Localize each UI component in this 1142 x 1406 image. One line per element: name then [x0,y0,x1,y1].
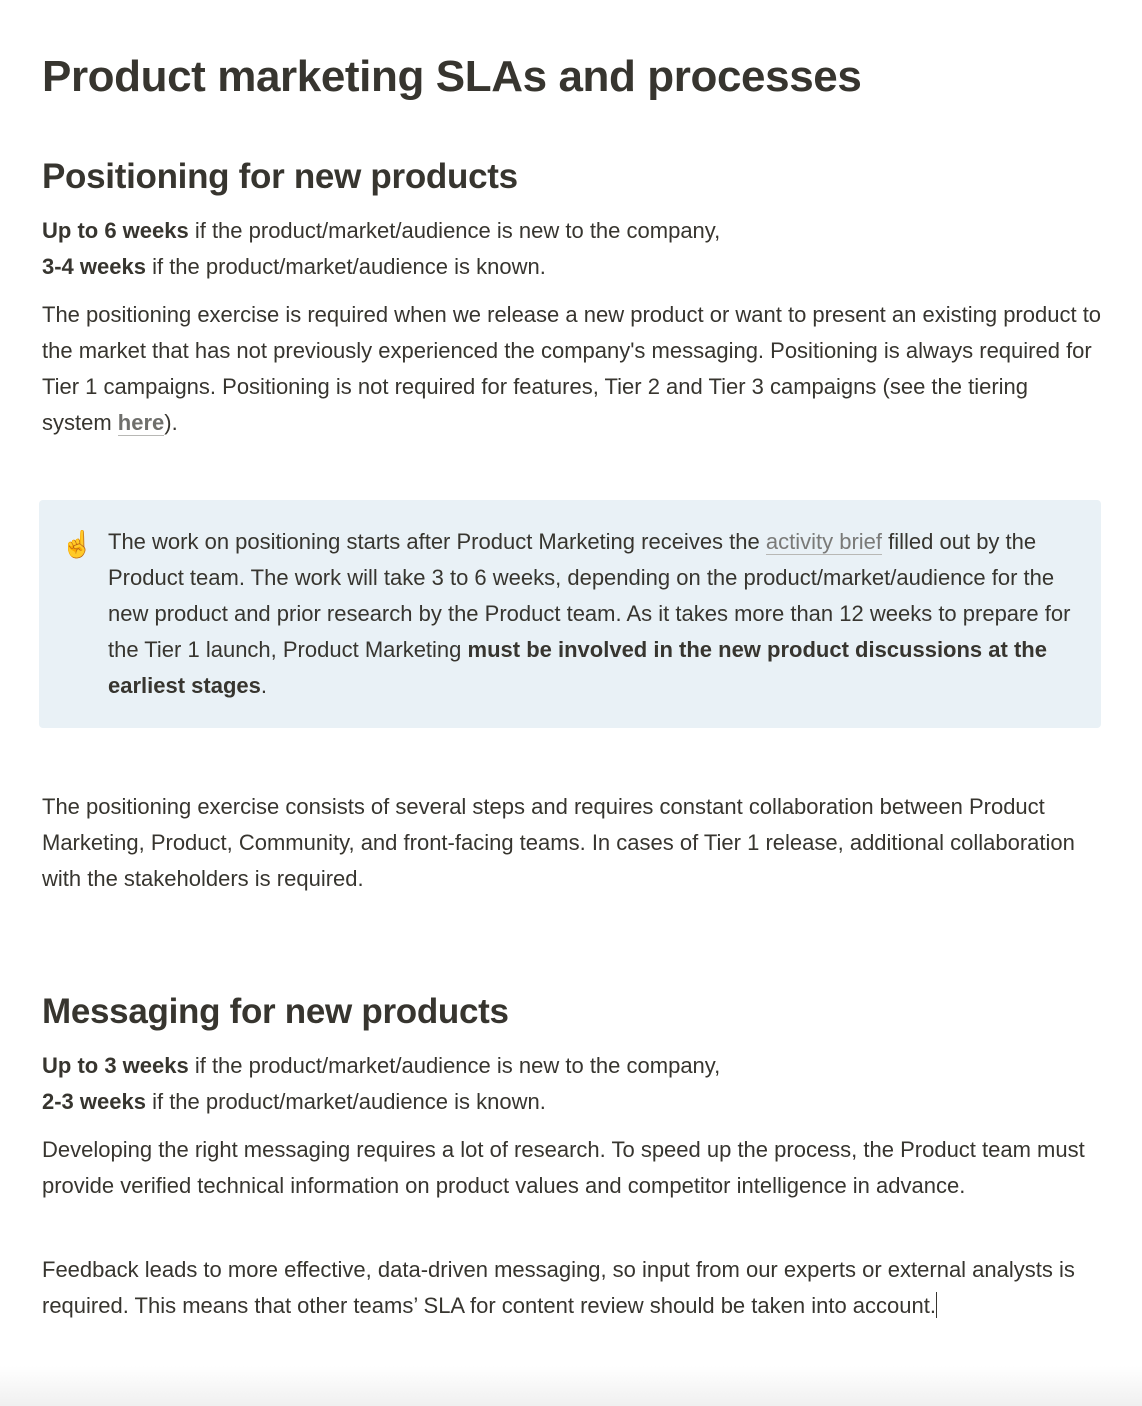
messaging-sla-known-bold: 2-3 weeks [42,1089,146,1114]
page-title[interactable]: Product marketing SLAs and processes [42,52,862,101]
callout-text-start: The work on positioning starts after Product Marketing receives the [108,529,766,554]
messaging-sla-new-text: if the product/market/audience is new to the company, [188,1053,721,1078]
tiering-system-link[interactable]: here [117,410,165,435]
activity-brief-link[interactable]: activity brief [765,529,883,554]
bottom-fade [0,1366,1142,1406]
callout-text-mid: filled out by the Product team. The work will take 3 to 6 weeks, depending on the product/market/audience for the new product and prior research by the Product team. As it takes more than 12 weeks to prepare for the Tier 1 launch, Product Marketing [108,529,1071,662]
messaging-paragraph-2[interactable] [42,1252,1102,1324]
positioning-paragraph-1-text: The positioning exercise is required when we release a new product or want to present an existing product to the market that has not previously experienced the company's messaging. Positioning is always required for Tier 1 campaigns. Positioning is not required for features, Tier 2 and Tier 3 campaigns (see the tiering system [42,302,1102,435]
messaging-sla[interactable] [42,1048,1102,1120]
callout-text[interactable] [108,524,1078,704]
positioning-paragraph-1[interactable] [42,297,1102,441]
text-cursor [936,1292,937,1318]
messaging-heading[interactable]: Messaging for new products [42,992,509,1031]
positioning-sla-new-text: if the product/market/audience is new to the company, [188,218,721,243]
messaging-sla-known-text: if the product/market/audience is known. [145,1089,546,1114]
callout-text-bold: must be involved in the new product discussions at the earliest stages [108,637,1047,698]
positioning-sla-known-bold: 3-4 weeks [42,254,146,279]
positioning-paragraph-1-end: ). [164,410,178,435]
positioning-heading[interactable]: Positioning for new products [42,157,518,196]
messaging-paragraph-1[interactable]: Developing the right messaging requires a lot of research. To speed up the process, the Product team must provide verified technical information on product values and competitor intelligence in advance. [42,1137,1085,1198]
pointing-up-hand-icon: ☝️ [61,529,94,559]
positioning-sla-new-bold: Up to 6 weeks [42,218,189,243]
positioning-sla[interactable] [42,213,1102,285]
callout-text-end: . [260,673,267,698]
messaging-paragraph-2-text: Feedback leads to more effective, data-driven messaging, so input from our experts or external analysts is required. This means that other teams’ SLA for content review should be taken into account. [42,1257,1075,1318]
positioning-sla-known-text: if the product/market/audience is known. [145,254,546,279]
positioning-paragraph-2[interactable]: The positioning exercise consists of several steps and requires constant collaboration between Product Marketing, Product, Community, and front-facing teams. In cases of Tier 1 release, additional collaboration with the stakeholders is required. [42,794,1075,891]
positioning-callout[interactable] [39,500,1101,728]
messaging-sla-new-bold: Up to 3 weeks [42,1053,189,1078]
